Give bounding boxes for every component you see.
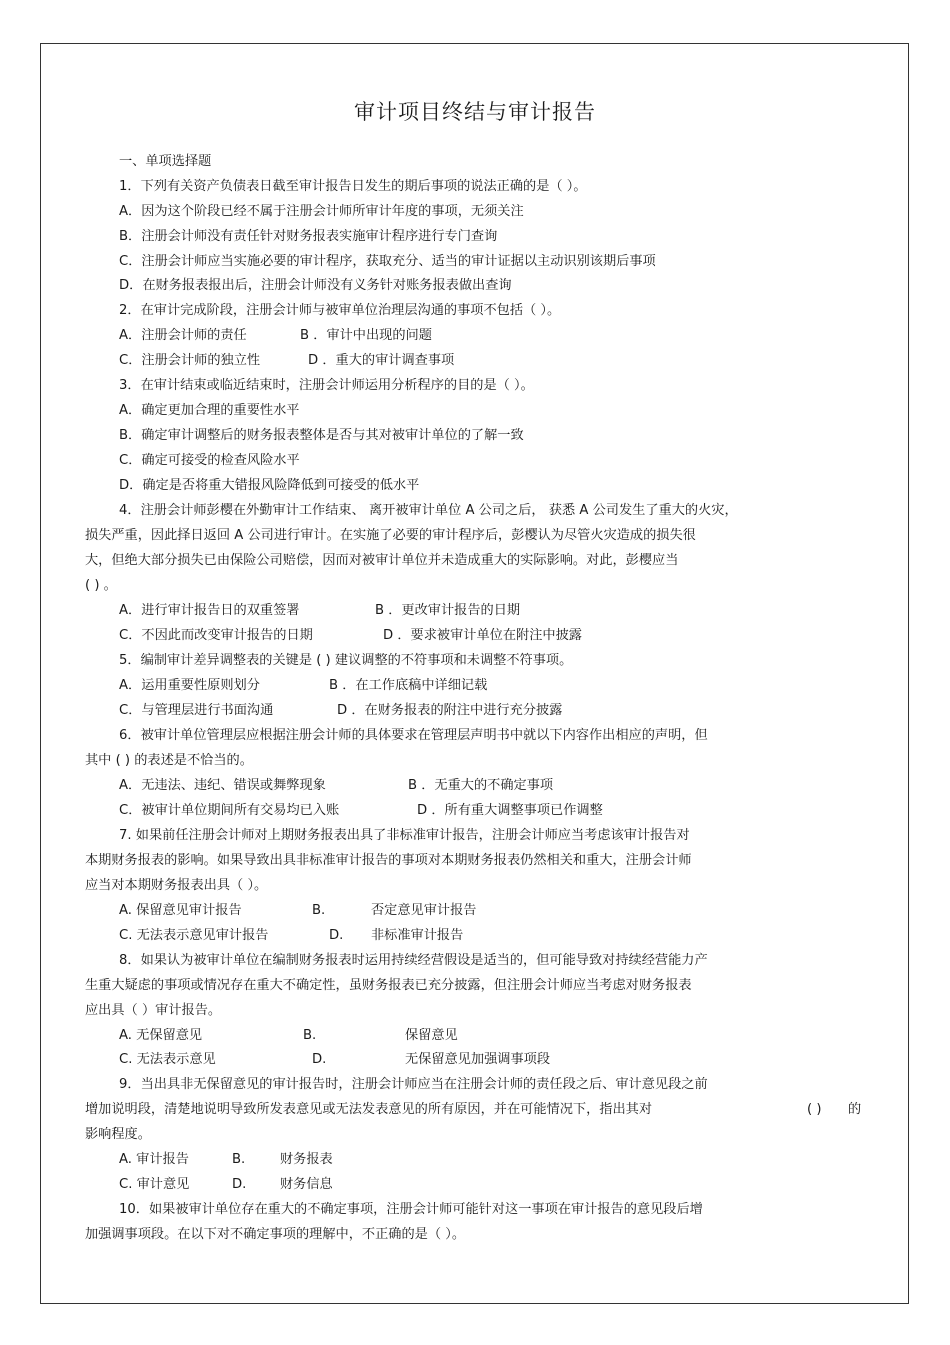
q8-stem-line2: 生重大疑虑的事项或情况存在重大不确定性，虽财务报表已充分披露，但注册会计师应当考虑对财务报表 [85, 978, 692, 993]
q4-stem-line1: 4．注册会计师彭樱在外勤审计工作结束、 离开被审计单位 A 公司之后， 获悉 A 公司发生了重大的火灾， [119, 503, 738, 518]
q10-stem-line2: 加强调事项段。在以下对不确定事项的理解中，不正确的是（ ）。 [85, 1227, 466, 1242]
q5-option-a: A．运用重要性原则划分 [119, 678, 260, 693]
q8-stem-line1: 8．如果认为被审计单位在编制财务报表时运用持续经营假设是适当的，但可能导致对持续经营能力产 [119, 953, 708, 968]
q1-option-b: B．注册会计师没有责任针对财务报表实施审计程序进行专门查询 [119, 229, 498, 244]
q2-stem: 2．在审计完成阶段，注册会计师与被审单位治理层沟通的事项不包括（ ）。 [119, 303, 561, 318]
q4-stem-line4: ( ) 。 [85, 578, 117, 593]
q1-option-a: A．因为这个阶段已经不属于注册会计师所审计年度的事项，无须关注 [119, 204, 524, 219]
q8-stem-line3: 应出具（ ）审计报告。 [85, 1003, 222, 1018]
q5-option-d: D ．在财务报表的附注中进行充分披露 [337, 703, 563, 718]
q9-stem-blank: ( ) [807, 1102, 822, 1117]
q7-option-d: 非标准审计报告 [371, 928, 464, 943]
q6-stem-line1: 6．被审计单位管理层应根据注册会计师的具体要求在管理层声明书中就以下内容作出相应的声明，但 [119, 728, 708, 743]
q4-option-d: D ．要求被审计单位在附注中披露 [383, 628, 582, 643]
q1-option-d: D．在财务报表报出后，注册会计师没有义务针对账务报表做出查询 [119, 278, 512, 293]
q8-option-a: A. 无保留意见 [119, 1028, 203, 1043]
q7-option-b-letter: B. [312, 903, 326, 918]
q10-stem-line1: 10．如果被审计单位存在重大的不确定事项，注册会计师可能针对这一事项在审计报告的意见段后增 [119, 1202, 703, 1217]
q8-option-c: C. 无法表示意见 [119, 1052, 216, 1067]
q9-option-c: C. 审计意见 [119, 1177, 190, 1192]
q2-option-b: B ．审计中出现的问题 [300, 328, 432, 343]
q3-option-b: B．确定审计调整后的财务报表整体是否与其对被审计单位的了解一致 [119, 428, 524, 443]
q8-option-d: 无保留意见加强调事项段 [405, 1052, 551, 1067]
q1-option-c: C．注册会计师应当实施必要的审计程序，获取充分、适当的审计证据以主动识别该期后事项 [119, 254, 656, 269]
q6-option-b: B ．无重大的不确定事项 [408, 778, 554, 793]
q4-stem-line3: 大，但绝大部分损失已由保险公司赔偿，因而对被审计单位并未造成重大的实际影响。对此，彭樱应当 [85, 553, 679, 568]
q9-stem-line2-end: 的 [848, 1102, 862, 1117]
q2-option-c: C．注册会计师的独立性 [119, 353, 261, 368]
q4-option-c: C．不因此而改变审计报告的日期 [119, 628, 313, 643]
q3-option-c: C．确定可接受的检查风险水平 [119, 453, 300, 468]
q4-stem-line2: 损失严重，因此择日返回 A 公司进行审计。在实施了必要的审计程序后，彭樱认为尽管火灾造成的损失很 [85, 528, 696, 543]
document-title: 审计项目终结与审计报告 [354, 100, 596, 124]
q8-option-b-letter: B. [303, 1028, 317, 1043]
q5-stem: 5．编制审计差异调整表的关键是 ( ) 建议调整的不符事项和未调整不符事项。 [119, 653, 573, 668]
q9-option-b-letter: B. [232, 1152, 246, 1167]
q6-stem-line2: 其中 ( ) 的表述是不恰当的。 [85, 753, 253, 768]
q4-option-a: A．进行审计报告日的双重签署 [119, 603, 300, 618]
q3-option-a: A．确定更加合理的重要性水平 [119, 403, 300, 418]
q4-option-b: B ．更改审计报告的日期 [375, 603, 521, 618]
q7-option-a: A. 保留意见审计报告 [119, 903, 242, 918]
q5-option-c: C．与管理层进行书面沟通 [119, 703, 274, 718]
q6-option-d: D ．所有重大调整事项已作调整 [417, 803, 603, 818]
q8-option-b: 保留意见 [405, 1028, 458, 1043]
q9-option-b: 财务报表 [280, 1152, 333, 1167]
q9-stem-line2: 增加说明段，清楚地说明导致所发表意见或无法发表意见的所有原因，并在可能情况下，指出其对 [85, 1102, 653, 1117]
q2-option-a: A．注册会计师的责任 [119, 328, 247, 343]
q3-option-d: D．确定是否将重大错报风险降低到可接受的低水平 [119, 478, 420, 493]
q7-option-c: C. 无法表示意见审计报告 [119, 928, 269, 943]
q6-option-c: C．被审计单位期间所有交易均已入账 [119, 803, 340, 818]
q5-option-b: B ．在工作底稿中详细记载 [329, 678, 488, 693]
q9-stem-line1: 9．当出具非无保留意见的审计报告时，注册会计师应当在注册会计师的责任段之后、审计意见段之前 [119, 1077, 708, 1092]
q6-option-a: A．无违法、违纪、错误或舞弊现象 [119, 778, 326, 793]
q9-option-d-letter: D. [232, 1177, 247, 1192]
q9-stem-line3: 影响程度。 [85, 1127, 151, 1142]
q1-stem: 1．下列有关资产负债表日截至审计报告日发生的期后事项的说法正确的是（ ）。 [119, 179, 587, 194]
q7-stem-line3: 应当对本期财务报表出具（ ）。 [85, 878, 268, 893]
q8-option-d-letter: D. [312, 1052, 327, 1067]
q3-stem: 3．在审计结束或临近结束时，注册会计师运用分析程序的目的是（ ）。 [119, 378, 534, 393]
q7-stem-line1: 7. 如果前任注册会计师对上期财务报表出具了非标准审计报告，注册会计师应当考虑该审计报告对 [119, 828, 690, 843]
q7-stem-line2: 本期财务报表的影响。如果导致出具非标准审计报告的事项对本期财务报表仍然相关和重大，注册会计师 [85, 853, 692, 868]
q9-option-a: A. 审计报告 [119, 1152, 189, 1167]
q7-option-b: 否定意见审计报告 [371, 903, 477, 918]
q2-option-d: D ．重大的审计调查事项 [308, 353, 455, 368]
section-heading: 一、单项选择题 [119, 154, 212, 169]
q9-option-d: 财务信息 [280, 1177, 333, 1192]
q7-option-d-letter: D. [329, 928, 344, 943]
